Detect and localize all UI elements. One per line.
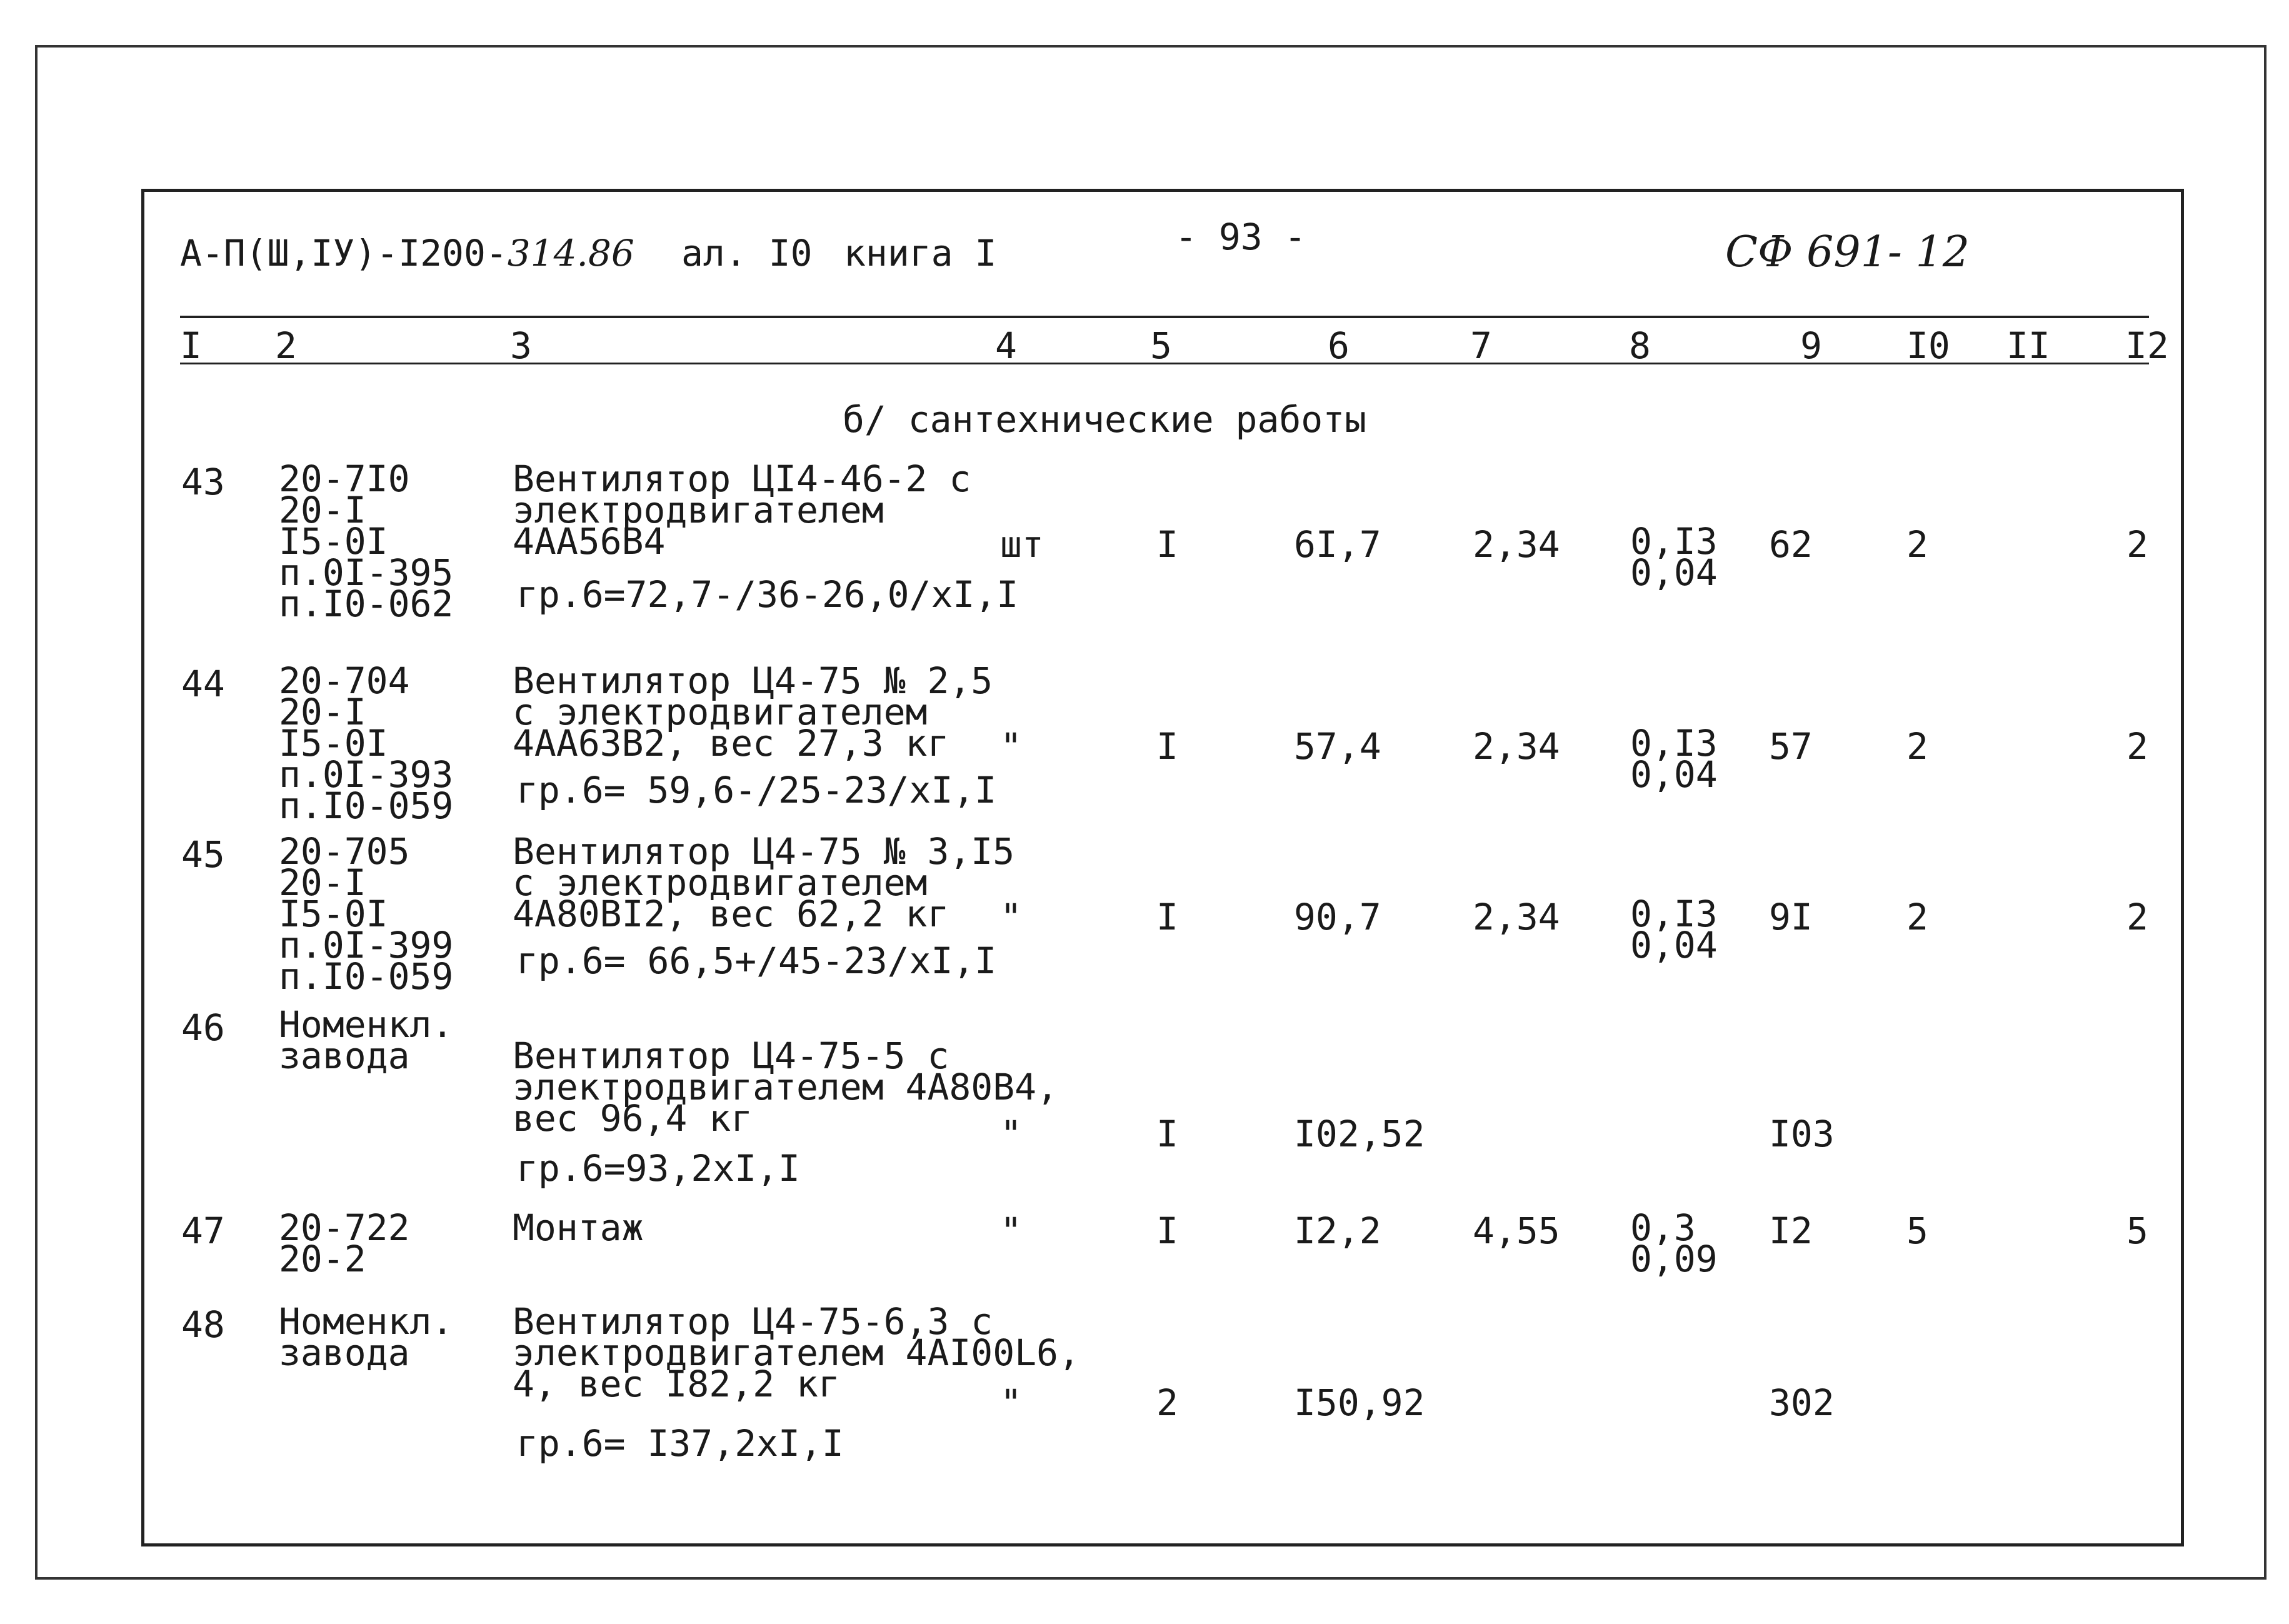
row-description-line: 4АА63В2, вес 27,3 кг [513, 721, 949, 764]
row-col7-value: 2,34 [1473, 523, 1560, 566]
row-codes-line: п.I0-059 [279, 955, 454, 998]
row-col8-values [1630, 893, 1718, 966]
row-col7-value: 4,55 [1473, 1210, 1560, 1252]
row-codes [279, 1206, 410, 1280]
row-description [513, 659, 993, 764]
row-number: 46 [181, 1006, 225, 1049]
row-quantity: I [1156, 1210, 1178, 1252]
section-title: б/ сантехнические работы [843, 398, 1367, 441]
book-number: книга I [844, 232, 997, 274]
document-stamp: СФ 691- 12 [1725, 228, 1970, 277]
row-unit: " [1000, 1210, 1022, 1252]
row-codes-line: 20-7I0 [279, 458, 410, 500]
row-number: 48 [181, 1303, 225, 1346]
column-header: 4 [995, 324, 1017, 367]
row-codes-line: п.I0-062 [279, 582, 454, 625]
row-description-line: Вентилятор ЦI4-46-2 с [513, 458, 971, 500]
row-col8-values [1630, 722, 1718, 796]
row-number: 44 [181, 663, 225, 705]
row-description-line: Вентилятор Ц4-75-6,3 с [513, 1300, 993, 1343]
row-description-line: Вентилятор Ц4-75 № 3,I5 [513, 830, 1015, 873]
row-col7-value: 2,34 [1473, 725, 1560, 768]
row-unit: " [1000, 1113, 1022, 1155]
row-unit: шт [1000, 523, 1044, 566]
row-col10-value: 2 [1906, 896, 1928, 938]
row-description-line: электродвигателем 4А80В4, [513, 1065, 1058, 1108]
row-number: 45 [181, 833, 225, 876]
row-description [513, 458, 971, 563]
row-formula: гр.6= 59,6-/25-23/хI,I [516, 769, 997, 811]
row-col6-value: I02,52 [1294, 1113, 1425, 1155]
row-codes-line: п.0I-393 [279, 753, 454, 796]
column-header: 8 [1629, 324, 1651, 367]
row-col9-value: 9I [1769, 896, 1813, 938]
row-col8-values-line: 0,I3 [1630, 520, 1718, 563]
row-codes-line: Номенкл. [279, 1003, 454, 1046]
row-number: 47 [181, 1210, 225, 1252]
row-col9-value: 302 [1769, 1381, 1835, 1424]
row-col8-values [1630, 1206, 1718, 1280]
row-description-line: Монтаж [513, 1206, 644, 1249]
row-codes [279, 830, 454, 998]
row-col12-value: 5 [2126, 1210, 2148, 1252]
row-quantity: I [1156, 725, 1178, 768]
row-description [513, 1206, 644, 1249]
row-col12-value: 2 [2126, 725, 2148, 768]
row-description-line: 4, вес I82,2 кг [513, 1362, 840, 1405]
row-description-line: электродвигателем [513, 488, 884, 531]
row-quantity: I [1156, 896, 1178, 938]
row-codes-line: I5-0I [279, 721, 388, 764]
row-number: 43 [181, 461, 225, 503]
row-col7-value: 2,34 [1473, 896, 1560, 938]
row-col8-values-line: 0,04 [1630, 753, 1718, 796]
row-col6-value: 6I,7 [1294, 523, 1381, 566]
row-col9-value: I03 [1769, 1113, 1835, 1155]
row-codes-line: 20-722 [279, 1206, 410, 1249]
row-codes-line: I5-0I [279, 892, 388, 935]
row-description [513, 1300, 1080, 1405]
row-col8-values-line: 0,04 [1630, 923, 1718, 966]
row-codes [279, 1003, 454, 1077]
row-codes-line: п.0I-399 [279, 923, 454, 966]
row-col12-value: 2 [2126, 523, 2148, 566]
row-codes [279, 458, 454, 625]
row-quantity: I [1156, 523, 1178, 566]
row-col9-value: I2 [1769, 1210, 1813, 1252]
row-col8-values-line: 0,3 [1630, 1206, 1696, 1249]
row-unit: " [1000, 896, 1022, 938]
row-col6-value: 57,4 [1294, 725, 1381, 768]
row-col8-values-line: 0,04 [1630, 551, 1718, 594]
document-code: А-П(Ш,IУ)-I200-314.86 [180, 232, 634, 274]
row-description-line: с электродвигателем [513, 861, 928, 904]
row-description-line: 4АА56В4 [513, 519, 666, 563]
column-header: 7 [1470, 324, 1492, 367]
row-col8-values-line: 0,09 [1630, 1237, 1718, 1280]
row-col10-value: 2 [1906, 523, 1928, 566]
column-header: I [180, 324, 202, 367]
row-formula: гр.6=93,2хI,I [516, 1147, 800, 1190]
row-formula: гр.6=72,7-/36-26,0/хI,I [516, 573, 1019, 616]
row-codes-line: Номенкл. [279, 1300, 454, 1343]
row-description-line: с электродвигателем [513, 690, 928, 733]
column-header: I2 [2125, 324, 2169, 367]
row-codes-line: 20-I [279, 861, 366, 904]
row-col6-value: 90,7 [1294, 896, 1381, 938]
column-header: 2 [275, 324, 297, 367]
row-codes [279, 659, 454, 827]
row-col6-value: I50,92 [1294, 1381, 1425, 1424]
row-col10-value: 2 [1906, 725, 1928, 768]
row-col6-value: I2,2 [1294, 1210, 1381, 1252]
row-description-line: Вентилятор Ц4-75 № 2,5 [513, 659, 993, 702]
row-codes-line: завода [279, 1331, 410, 1374]
row-codes-line: п.0I-395 [279, 551, 454, 594]
row-codes-line: п.I0-059 [279, 784, 454, 827]
row-unit: " [1000, 1381, 1022, 1424]
column-header: I0 [1906, 324, 1950, 367]
row-description-line: электродвигателем 4АI00L6, [513, 1331, 1080, 1374]
column-header: 3 [510, 324, 532, 367]
album-number: ал. I0 [681, 232, 813, 274]
row-col8-values [1630, 520, 1718, 594]
row-codes-line: 20-705 [279, 830, 410, 873]
row-formula: гр.6= 66,5+/45-23/хI,I [516, 940, 997, 982]
row-description-line: вес 96,4 кг [513, 1096, 753, 1140]
page-number: - 93 - [1175, 216, 1306, 258]
row-description-line: Вентилятор Ц4-75-5 с [513, 1035, 949, 1077]
row-unit: " [1000, 725, 1022, 768]
column-header: 6 [1328, 324, 1350, 367]
row-codes-line: I5-0I [279, 519, 388, 563]
row-description [513, 830, 1015, 935]
row-col8-values-line: 0,I3 [1630, 893, 1718, 935]
row-quantity: I [1156, 1113, 1178, 1155]
row-codes-line: завода [279, 1034, 410, 1077]
row-col9-value: 57 [1769, 725, 1813, 768]
row-codes-line: 20-2 [279, 1237, 366, 1280]
row-col12-value: 2 [2126, 896, 2148, 938]
row-quantity: 2 [1156, 1381, 1178, 1424]
row-formula: гр.6= I37,2хI,I [516, 1422, 844, 1465]
row-codes-line: 20-I [279, 690, 366, 733]
row-col8-values-line: 0,I3 [1630, 722, 1718, 764]
row-col9-value: 62 [1769, 523, 1813, 566]
column-header: 9 [1800, 324, 1822, 367]
row-codes-line: 20-704 [279, 659, 410, 702]
row-description [513, 1035, 1058, 1140]
header-top-rule [180, 316, 2149, 318]
row-codes [279, 1300, 454, 1374]
row-codes-line: 20-I [279, 488, 366, 531]
column-header: 5 [1150, 324, 1172, 367]
row-col10-value: 5 [1906, 1210, 1928, 1252]
column-header: II [2006, 324, 2050, 367]
row-description-line: 4А80ВI2, вес 62,2 кг [513, 892, 949, 935]
